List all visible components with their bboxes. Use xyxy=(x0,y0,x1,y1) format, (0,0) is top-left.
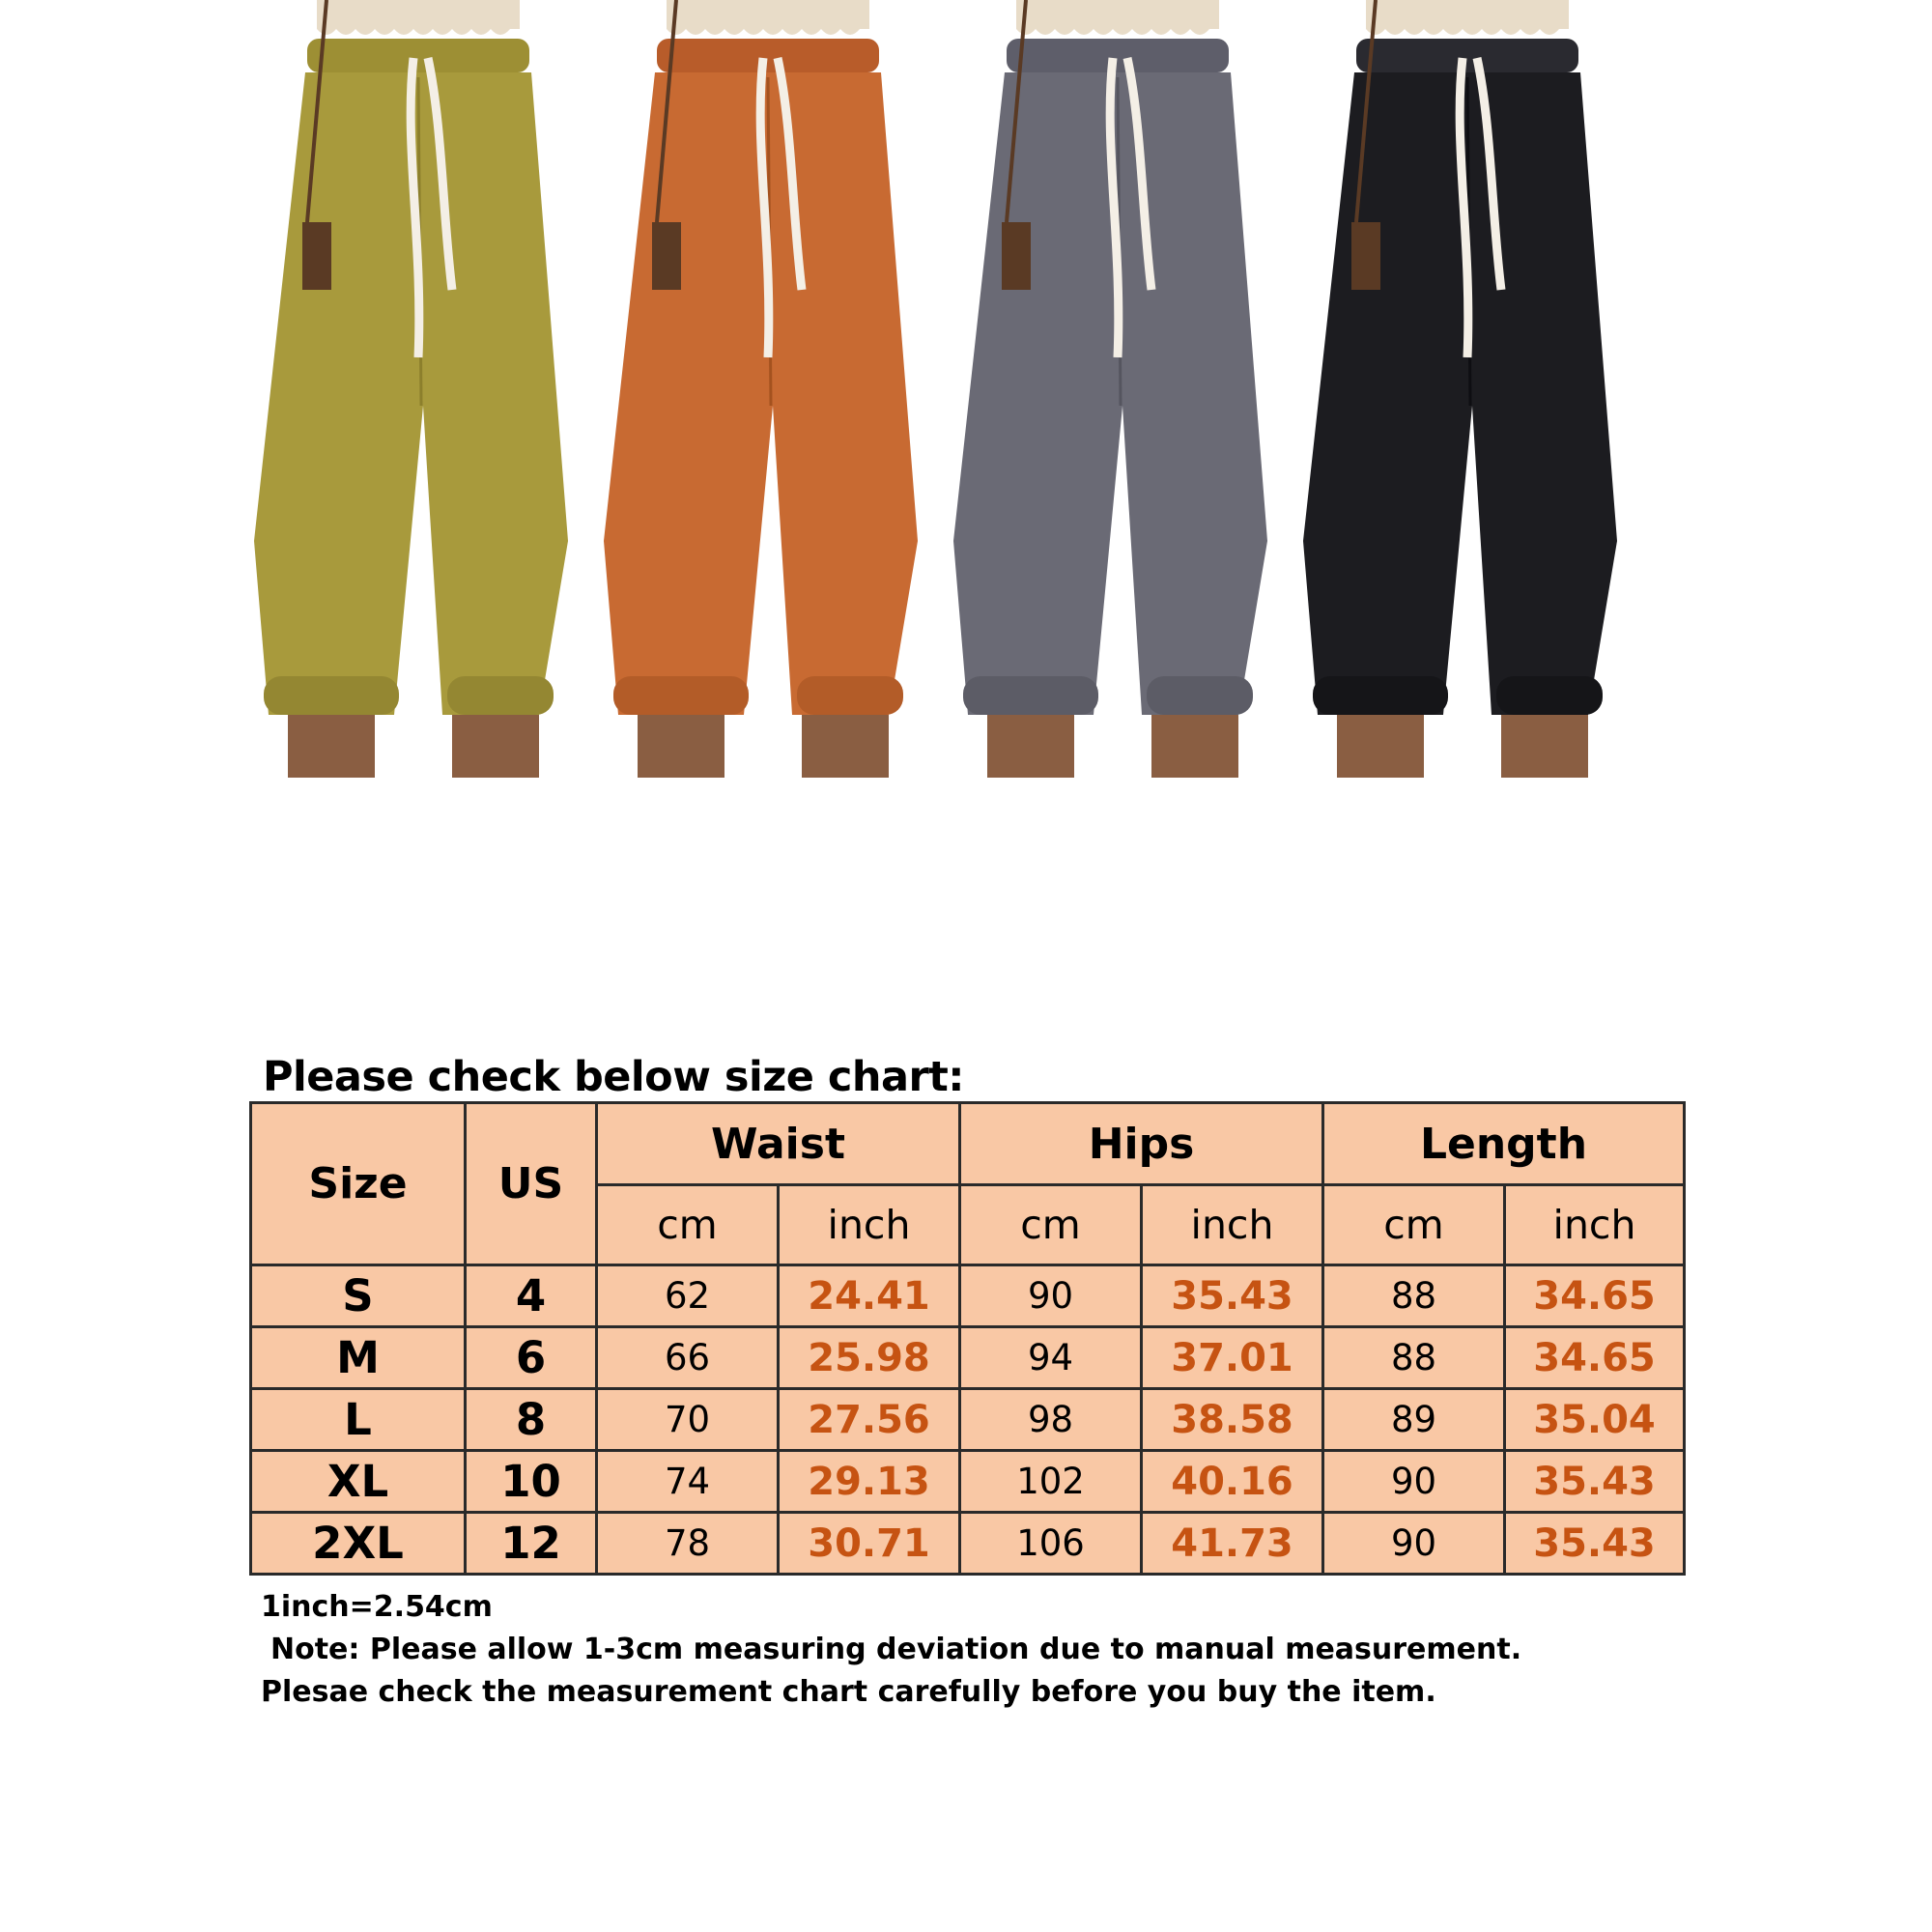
us-cell: 10 xyxy=(466,1451,597,1513)
us-cell: 4 xyxy=(466,1265,597,1327)
length-cm-cell: 90 xyxy=(1323,1451,1505,1513)
conversion-note: 1inch=2.54cm xyxy=(261,1590,493,1624)
size-cell: S xyxy=(251,1265,466,1327)
size-chart-table xyxy=(249,1101,1686,1576)
table-row xyxy=(251,1265,1685,1327)
table-row xyxy=(251,1327,1685,1389)
product-photo-orange xyxy=(599,0,939,778)
length-cm-cell: 90 xyxy=(1323,1513,1505,1575)
header-waist-inch: inch xyxy=(779,1185,960,1265)
table-row xyxy=(251,1513,1685,1575)
length-inch-cell: 35.43 xyxy=(1505,1451,1685,1513)
size-cell: 2XL xyxy=(251,1513,466,1575)
deviation-note: Note: Please allow 1-3cm measuring deviation due to manual measurement. xyxy=(270,1633,1522,1666)
waist-inch-cell: 30.71 xyxy=(779,1513,960,1575)
us-cell: 8 xyxy=(466,1389,597,1451)
waist-cm-cell: 74 xyxy=(597,1451,779,1513)
header-length-inch: inch xyxy=(1505,1185,1685,1265)
product-photo-olive-green xyxy=(249,0,589,778)
hips-cm-cell: 90 xyxy=(960,1265,1142,1327)
table-row xyxy=(251,1451,1685,1513)
waist-inch-cell: 27.56 xyxy=(779,1389,960,1451)
pants-orange-illustration xyxy=(599,0,939,778)
hips-cm-cell: 106 xyxy=(960,1513,1142,1575)
waist-inch-cell: 29.13 xyxy=(779,1451,960,1513)
header-hips: Hips xyxy=(960,1103,1323,1185)
length-inch-cell: 35.04 xyxy=(1505,1389,1685,1451)
waist-inch-cell: 25.98 xyxy=(779,1327,960,1389)
size-cell: L xyxy=(251,1389,466,1451)
pants-black-illustration xyxy=(1298,0,1638,778)
table-row xyxy=(251,1389,1685,1451)
us-cell: 6 xyxy=(466,1327,597,1389)
header-length-cm: cm xyxy=(1323,1185,1505,1265)
waist-cm-cell: 78 xyxy=(597,1513,779,1575)
length-inch-cell: 34.65 xyxy=(1505,1327,1685,1389)
header-us: US xyxy=(466,1103,597,1265)
hips-inch-cell: 38.58 xyxy=(1142,1389,1323,1451)
hips-cm-cell: 94 xyxy=(960,1327,1142,1389)
header-waist-cm: cm xyxy=(597,1185,779,1265)
length-cm-cell: 88 xyxy=(1323,1265,1505,1327)
us-cell: 12 xyxy=(466,1513,597,1575)
length-cm-cell: 88 xyxy=(1323,1327,1505,1389)
product-photo-strip xyxy=(249,0,1640,778)
size-chart-title: Please check below size chart: xyxy=(263,1053,964,1101)
waist-cm-cell: 70 xyxy=(597,1389,779,1451)
length-inch-cell: 34.65 xyxy=(1505,1265,1685,1327)
header-waist: Waist xyxy=(597,1103,960,1185)
hips-cm-cell: 98 xyxy=(960,1389,1142,1451)
waist-cm-cell: 66 xyxy=(597,1327,779,1389)
pants-gray-illustration xyxy=(949,0,1289,778)
header-hips-inch: inch xyxy=(1142,1185,1323,1265)
check-chart-note: Plesae check the measurement chart carefully before you buy the item. xyxy=(261,1675,1436,1709)
size-cell: XL xyxy=(251,1451,466,1513)
hips-cm-cell: 102 xyxy=(960,1451,1142,1513)
product-photo-black xyxy=(1298,0,1638,778)
length-inch-cell: 35.43 xyxy=(1505,1513,1685,1575)
header-length: Length xyxy=(1323,1103,1685,1185)
waist-cm-cell: 62 xyxy=(597,1265,779,1327)
hips-inch-cell: 40.16 xyxy=(1142,1451,1323,1513)
pants-olive-green-illustration xyxy=(249,0,589,778)
product-photo-gray xyxy=(949,0,1289,778)
size-notes xyxy=(261,1586,1521,1714)
length-cm-cell: 89 xyxy=(1323,1389,1505,1451)
size-cell: M xyxy=(251,1327,466,1389)
hips-inch-cell: 37.01 xyxy=(1142,1327,1323,1389)
waist-inch-cell: 24.41 xyxy=(779,1265,960,1327)
hips-inch-cell: 41.73 xyxy=(1142,1513,1323,1575)
header-size: Size xyxy=(251,1103,466,1265)
hips-inch-cell: 35.43 xyxy=(1142,1265,1323,1327)
header-hips-cm: cm xyxy=(960,1185,1142,1265)
